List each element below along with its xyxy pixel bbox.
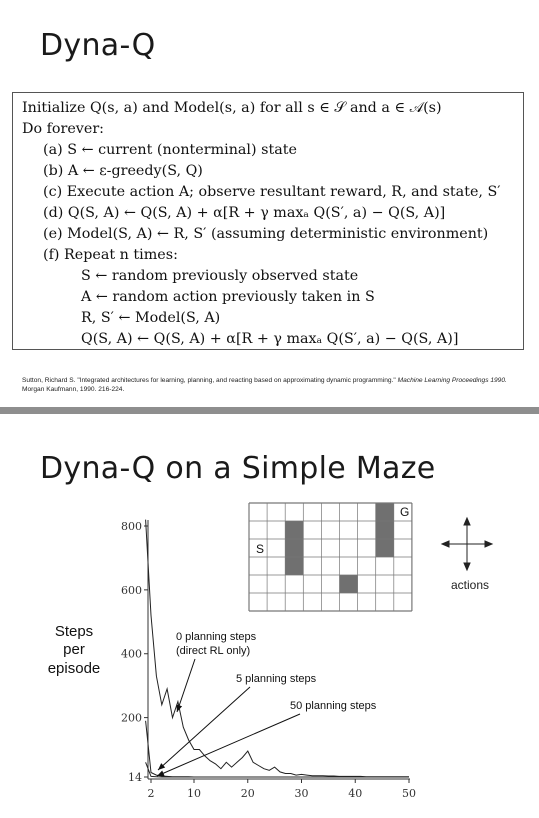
maze-wall-cell — [285, 539, 303, 557]
annotation-label: 5 planning steps — [236, 673, 317, 685]
algo-line-a: (a) S ← current (nonterminal) state — [43, 142, 297, 158]
chart-plot-area — [121, 520, 416, 800]
y-tick-label: 200 — [121, 711, 142, 725]
algo-line-d: (d) Q(S, A) ← Q(S, A) + α[R + γ maxₐ Q(S′, a) − Q(S, A)] — [43, 205, 446, 221]
maze-wall-cell — [340, 575, 358, 593]
actions-cross-icon — [442, 518, 492, 570]
y-tick-label: 400 — [121, 647, 142, 661]
maze-wall-cell — [285, 557, 303, 575]
y-tick-label: 600 — [121, 583, 142, 597]
citation-journal: Machine Learning Proceedings 1990. — [397, 377, 507, 384]
x-tick-label: 30 — [294, 787, 309, 800]
annotation-label: 50 planning steps — [290, 700, 377, 712]
slide-title-dyna-q: Dyna-Q — [40, 28, 156, 63]
algo-line-f2: A ← random action previously taken in S — [81, 289, 375, 305]
algo-line-f1: S ← random previously observed state — [81, 268, 359, 284]
maze-start-label: S — [256, 542, 265, 556]
algo-line-b: (b) A ← ε-greedy(S, Q) — [43, 163, 203, 179]
maze-wall-cell — [376, 503, 394, 521]
annotation-arrow — [158, 687, 250, 770]
maze-wall-cell — [285, 521, 303, 539]
series-line-5-planning — [146, 721, 409, 777]
algo-line-e: (e) Model(S, A) ← R, S′ (assuming deterministic environment) — [43, 226, 489, 242]
x-tick-label: 40 — [348, 787, 363, 800]
y-axis-label-line2: per — [63, 641, 85, 658]
y-tick-label: 14 — [128, 771, 142, 784]
citation-text: Sutton, Richard S. "Integrated architectures for learning, planning, and reacting based on approximating dynamic programming." — [22, 377, 398, 384]
x-tick-label: 10 — [187, 787, 201, 800]
y-axis-label-line1: Steps — [54, 623, 94, 640]
annotation-label: (direct RL only) — [176, 645, 251, 657]
maze-wall-cell — [376, 521, 394, 539]
algo-line-f: (f) Repeat n times: — [43, 247, 178, 263]
y-tick-label: 800 — [121, 520, 142, 533]
slide-title-maze: Dyna-Q on a Simple Maze — [40, 451, 436, 486]
annotation-label: 0 planning steps — [176, 631, 257, 643]
algo-line-f3: R, S′ ← Model(S, A) — [81, 310, 221, 326]
algo-line-do-forever: Do forever: — [22, 121, 104, 137]
citation-tail: Morgan Kaufmann, 1990. 216-224. — [22, 386, 125, 393]
x-tick-label: 20 — [240, 787, 255, 800]
annotation-arrow — [157, 714, 300, 776]
algo-line-f4: Q(S, A) ← Q(S, A) + α[R + γ maxₐ Q(S′, a) − Q(S, A)] — [81, 331, 459, 347]
algo-line-c: (c) Execute action A; observe resultant reward, R, and state, S′ — [43, 184, 501, 200]
actions-label: actions — [451, 578, 490, 592]
annotation-arrowhead — [176, 704, 182, 712]
maze-wall-cell — [376, 539, 394, 557]
annotation-arrow — [177, 659, 195, 712]
y-axis-label-line3: episode — [47, 660, 101, 677]
maze-grid — [249, 503, 412, 611]
algo-line-initialize: Initialize Q(s, a) and Model(s, a) for all s ∈ 𝒮 and a ∈ 𝒜(s) — [22, 100, 442, 116]
maze-goal-label: G — [400, 505, 410, 519]
x-tick-label: 2 — [147, 787, 155, 800]
x-tick-label: 50 — [402, 787, 416, 800]
